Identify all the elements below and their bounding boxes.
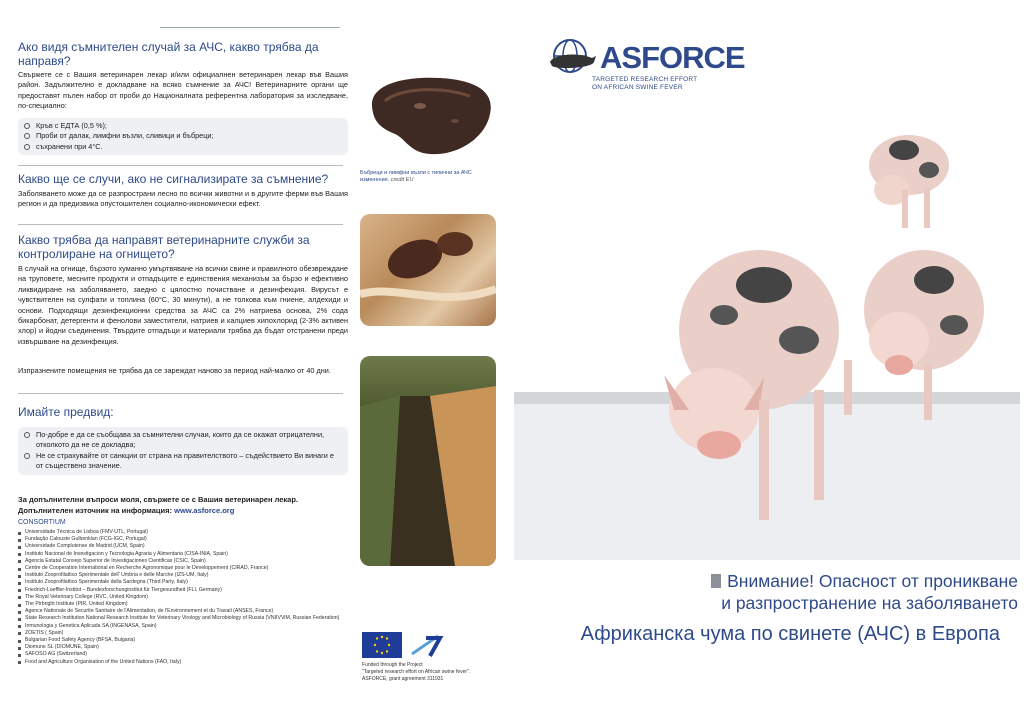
logo-tagline: TARGETED RESEARCH EFFORT ON AFRICAN SWINE FEVER	[592, 76, 698, 91]
text-suspicious-case: Свържете се с Вашия ветеринарен лекар и/или официалнен ветеринарен лекар във Вашия район. Задължително е докладване на всяко съмнение за АЧС! Ветеринарните органи ще предоставят пълен набор от проби до Националната референтна лаборатория за изследване, по-специално:	[18, 70, 348, 111]
consortium-member: The Royal Veterinary College (RVC, United Kingdom)	[18, 594, 348, 601]
website-link[interactable]: www.asforce.org	[174, 506, 235, 515]
title-line-2: и разпространение на заболяването	[721, 593, 1018, 613]
consortium-member: Instituto Zooprofilattico Sperimentale della Sardegna (Third Party, Italy)	[18, 579, 348, 586]
trench-photo	[360, 356, 496, 566]
consortium-member: Inmunologia y Genetica Aplicada SA (INGENASA, Spain)	[18, 623, 348, 630]
consortium-member: Food and Agriculture Organisation of the United Nations (FAO, Italy)	[18, 659, 348, 666]
consortium-member: Friedrich-Loeffler-Institut – Bundesforschunginstitut für Tiergesundheit (FLI, Germany)	[18, 587, 348, 594]
contact-info	[18, 494, 298, 516]
kidney-photo	[360, 66, 500, 166]
consortium-member: Agence Nationale de Securite Sanitaire de l'Alimentation, de l'Environnement et du Travail (ANSES, France)	[18, 608, 348, 615]
cover-subtitle: Африканска чума по свинете (АЧС) в Европа	[580, 623, 1000, 645]
text-restocking: Изпразнените помещения не трябва да се зареждат наново за период най-малко от 40 дни.	[18, 366, 331, 375]
consortium-member: ZOETIS ( Spain)	[18, 630, 348, 637]
title-line-1: Внимание! Опасност от проникване	[520, 570, 1018, 592]
heading-vet-services: Какво трябва да направят ветеринарните служби за контролиране на огнището?	[18, 233, 310, 261]
keep-in-mind-list	[18, 427, 348, 475]
bullet-icon	[24, 133, 30, 139]
bullet-icon	[24, 123, 30, 129]
text-vet-services: В случай на огнище, бързото хуманно умъртвяване на всички свине и правилното обезвреждане на труповете, месните продукти и отпадъците е единствения механизъм за бързо и ефективно ликвидиране на заболяването, заедно с цялостно почистване и дезинфекция. Вирусът е чувствителен на сулфати и топлина (60°С, 30 минути), а не толкова към гниене, алдехиди и основи. Подходящи дезинфекционни средства за АЧС са 2% натриева основа, 2% сода бикарбонат, детергенти и фенолови заместители, натриев и калциев хипохлорид (2-3% активен хлор) и йодни съединения. Твърдите отпадъци и материали трябва да бъдат отстранени преди извършване на дезинфекция.	[18, 264, 348, 346]
contact-line: Допълнителен източник на информация: www.asforce.org	[18, 506, 235, 515]
consortium-heading: CONSORTIUM	[18, 519, 66, 526]
asforce-logo: ASFORCE	[600, 40, 745, 75]
consortium-member: State Research Institution National Research Institute for Veterinary Virology and Microbiology of Russia (VNIIVViM, Russian Federation)	[18, 615, 348, 622]
section-divider	[18, 393, 343, 394]
lymph-node-photo	[360, 214, 496, 326]
sample-list	[18, 118, 348, 155]
heading-keep-in-mind: Имайте предвид:	[18, 405, 114, 419]
section-divider	[18, 224, 343, 225]
heading-suspicious-case: Ако видя съмнителен случай за АЧС, какво трябва да направя?	[18, 40, 319, 68]
list-item: Кръв с ЕДТА (0,5 %);	[24, 121, 342, 131]
consortium-member: Centre de Cooperation International en Recherche Agronomique pour le Developpement (CIRAD, France)	[18, 565, 348, 572]
eu-flag-logo	[362, 632, 402, 658]
consortium-member: Fundação Calouste Gulbenkian (FCG-IGC, Portugal)	[18, 536, 348, 543]
consortium-member: Instituto Nacional de Investigacion y Tecnologia Agraria y Alimentaria (CISA-INIA, Spain)	[18, 551, 348, 558]
consortium-member: Agencia Estatal Consejo Superior de Investigaciones Cientificas (CSIC, Spain)	[18, 558, 348, 565]
text-not-reported: Заболяването може да се разпространи лесно по всички животни и в другите ферми във Вашия регион и да предизвика опустошителен социално-икономически ефект.	[18, 189, 348, 209]
globe-pig-icon	[548, 38, 598, 78]
consortium-member: The Pirbright Institute (PIR, United Kingdom)	[18, 601, 348, 608]
bullet-icon	[24, 453, 30, 459]
consortium-list	[18, 529, 348, 666]
cover-title	[520, 570, 1018, 614]
list-item: Проби от далак, лимфни възли, сливици и бъбреци;	[24, 131, 342, 141]
fp7-logo	[408, 632, 444, 658]
list-item: съхранени при 4°С.	[24, 142, 342, 152]
consortium-member: Instituto Zooprofilattico Sperimentale dell' Umbria e delle Marche (IZS-UM, Italy)	[18, 572, 348, 579]
photo-caption: Бъбреци и лимфни възли с типични за АЧС изменения. credit EU	[360, 170, 472, 183]
bullet-icon	[24, 432, 30, 438]
consortium-member: Diomune SL (DIOMUNE, Spain)	[18, 644, 348, 651]
consortium-member: Universidade Complutense de Madrid (UCM, Spain)	[18, 543, 348, 550]
consortium-member: Bulgarian Food Safety Agency (BFSA, Bulgaria)	[18, 637, 348, 644]
consortium-member: Universidade Técnica de Lisboa (FMV-UTL, Portugal)	[18, 529, 348, 536]
pigs-illustration	[514, 110, 1020, 560]
bullet-icon	[24, 144, 30, 150]
list-item: Не се страхувайте от санкции от страна на правителството – съдействието Ви винаги е от съществено значение.	[24, 451, 342, 472]
top-divider	[160, 27, 340, 28]
list-item: По-добре е да се съобщава за съмнителни случаи, които да се окажат отрицателни, отколкото да не се докладва;	[24, 430, 342, 451]
contact-line: За допълнителни въпроси моля, свържете се с Вашия ветеринарен лекар.	[18, 495, 299, 504]
section-divider	[18, 165, 343, 166]
funding-note: Funded through the Project "Targeted research effort on African swine fever". ASFORCE, grant agreement 311931	[362, 662, 471, 682]
heading-not-reported: Какво ще се случи, ако не сигнализирате за съмнение?	[18, 172, 329, 186]
consortium-member: SAFOSO AG (Switzerland)	[18, 651, 348, 658]
title-marker	[711, 574, 721, 588]
